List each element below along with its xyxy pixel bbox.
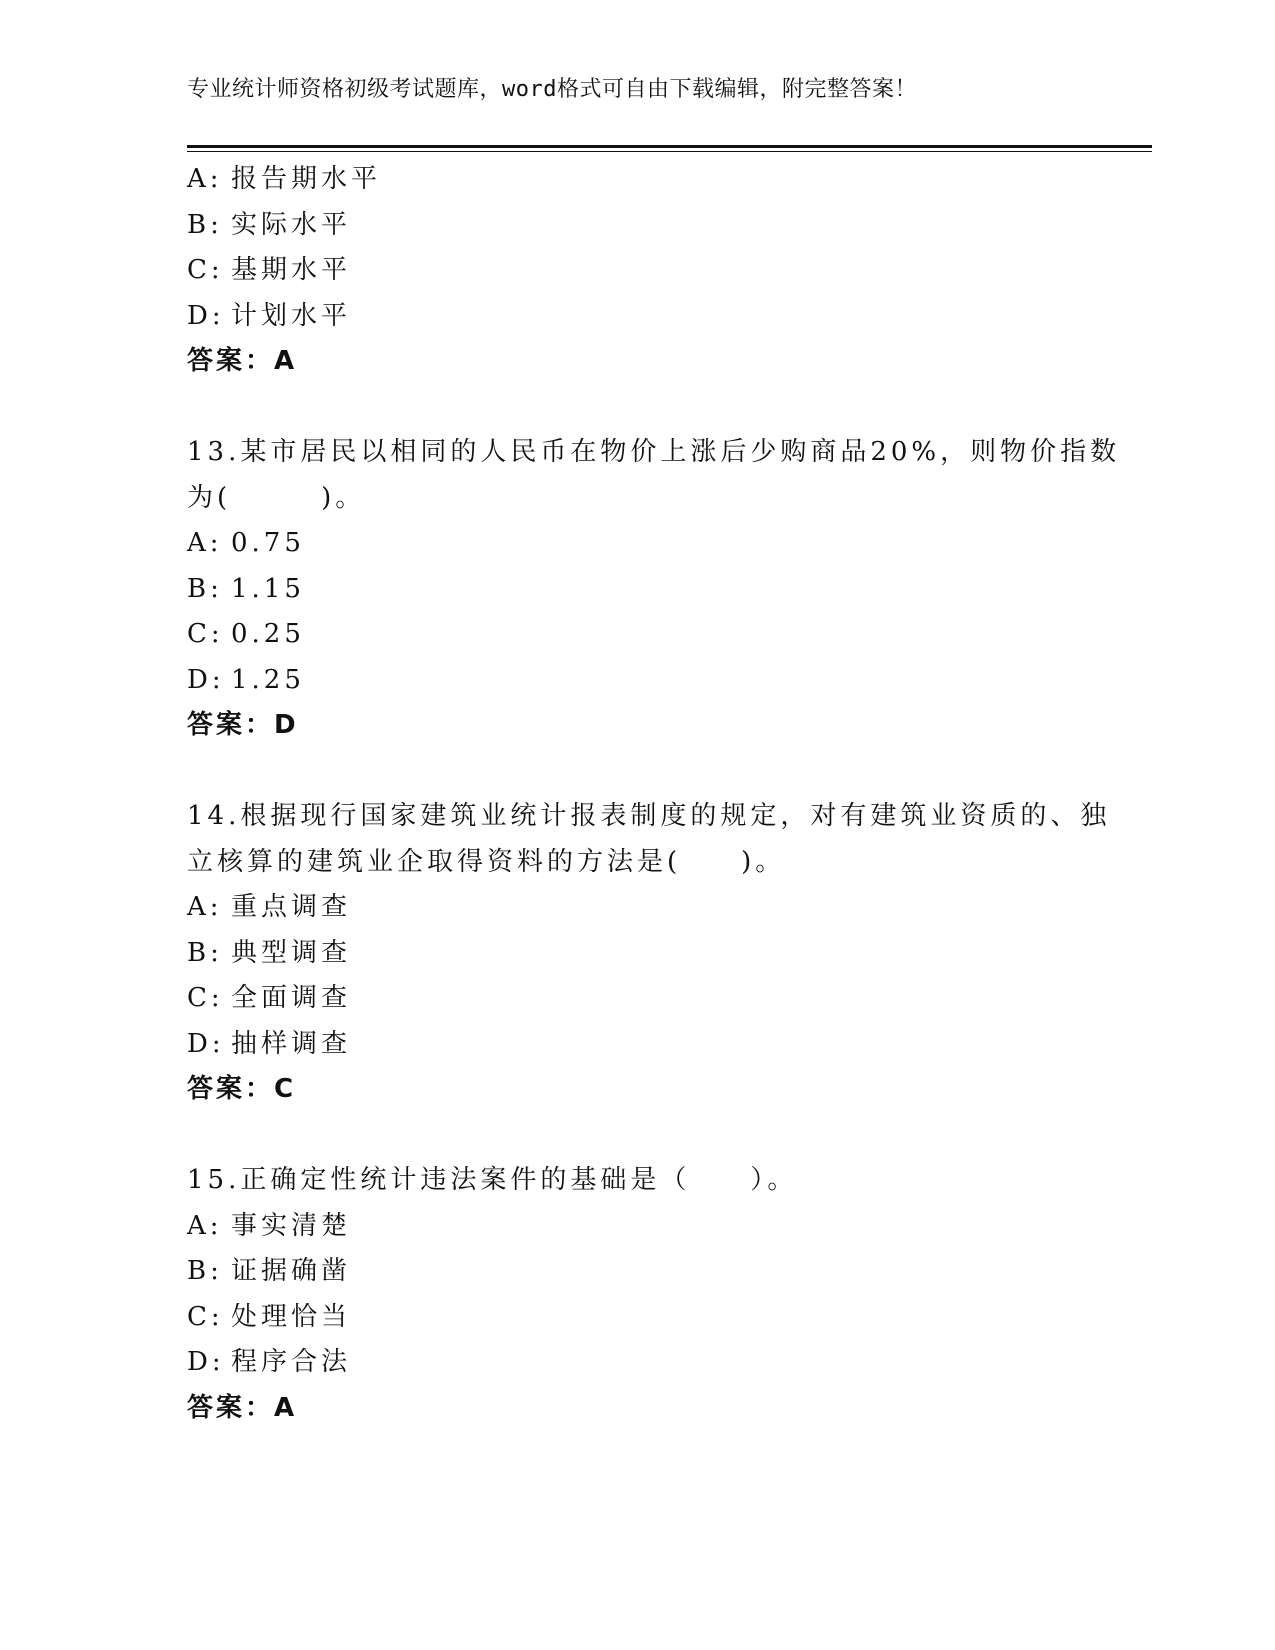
option-label: B: bbox=[187, 573, 223, 604]
option-label: D: bbox=[187, 664, 225, 695]
header-rule-thick bbox=[187, 145, 1152, 148]
option-text: 0.75 bbox=[231, 528, 305, 558]
option-text: 程序合法 bbox=[231, 1347, 352, 1377]
option-label: D: bbox=[187, 300, 225, 331]
option-item bbox=[187, 521, 1087, 567]
block-spacer bbox=[187, 385, 1087, 431]
option-text: 全面调查 bbox=[231, 983, 352, 1013]
option-item bbox=[187, 1340, 1087, 1386]
option-text: 证据确凿 bbox=[231, 1256, 352, 1286]
option-item bbox=[187, 1022, 1087, 1068]
question-text-line: 14.根据现行国家建筑业统计报表制度的规定，对有建筑业资质的、独 bbox=[187, 801, 1111, 831]
option-text: 1.25 bbox=[231, 664, 305, 695]
option-item bbox=[187, 248, 1087, 294]
option-text: 处理恰当 bbox=[231, 1301, 352, 1332]
option-label: B: bbox=[187, 209, 223, 240]
option-label: A: bbox=[187, 892, 223, 922]
option-label: C: bbox=[187, 1301, 224, 1332]
option-item bbox=[187, 1295, 1087, 1341]
question-block bbox=[187, 749, 1111, 1113]
question-block bbox=[187, 1113, 1087, 1432]
option-label: A: bbox=[187, 1210, 223, 1241]
option-text: 报告期水平 bbox=[231, 164, 382, 194]
header-rule-thin bbox=[187, 151, 1152, 152]
option-item bbox=[187, 612, 1087, 658]
option-label: D: bbox=[187, 1347, 225, 1377]
option-item bbox=[187, 157, 1087, 203]
question-text-line: 立核算的建筑业企取得资料的方法是( )。 bbox=[187, 846, 786, 877]
answer-line: 答案：A bbox=[187, 346, 298, 376]
option-label: B: bbox=[187, 937, 223, 968]
question-text-line: 15.正确定性统计违法案件的基础是（ ）。 bbox=[187, 1165, 798, 1195]
option-item bbox=[187, 931, 1087, 977]
option-text: 计划水平 bbox=[231, 300, 352, 331]
option-label: A: bbox=[187, 528, 223, 558]
option-text: 实际水平 bbox=[231, 209, 352, 240]
option-item bbox=[187, 976, 1087, 1022]
answer-line: 答案：D bbox=[187, 710, 299, 740]
option-text: 典型调查 bbox=[231, 937, 352, 968]
option-text: 抽样调查 bbox=[231, 1028, 352, 1059]
option-item bbox=[187, 1204, 1087, 1250]
answer-line: 答案：C bbox=[187, 1074, 297, 1104]
block-spacer bbox=[187, 1113, 1087, 1159]
block-spacer bbox=[187, 749, 1087, 795]
question-block bbox=[187, 157, 1087, 385]
option-label: C: bbox=[187, 255, 224, 285]
option-item bbox=[187, 203, 1087, 249]
page-header: 专业统计师资格初级考试题库，word格式可自由下载编辑，附完整答案！ bbox=[187, 77, 917, 102]
question-block bbox=[187, 385, 1121, 749]
option-item bbox=[187, 567, 1087, 613]
question-text-line: 为( )。 bbox=[187, 482, 366, 513]
option-label: C: bbox=[187, 983, 224, 1013]
option-text: 重点调查 bbox=[231, 892, 352, 922]
option-text: 基期水平 bbox=[231, 255, 352, 285]
option-item bbox=[187, 658, 1087, 704]
option-label: B: bbox=[187, 1256, 223, 1286]
option-item bbox=[187, 1249, 1087, 1295]
option-label: A: bbox=[187, 164, 223, 194]
option-item bbox=[187, 294, 1087, 340]
option-item bbox=[187, 885, 1087, 931]
option-label: C: bbox=[187, 619, 224, 649]
option-text: 事实清楚 bbox=[231, 1210, 352, 1241]
option-label: D: bbox=[187, 1028, 225, 1059]
question-list bbox=[187, 157, 1121, 1431]
answer-line: 答案：A bbox=[187, 1392, 298, 1423]
option-text: 0.25 bbox=[231, 619, 305, 649]
question-text-line: 13.某市居民以相同的人民币在物价上涨后少购商品20%，则物价指数 bbox=[187, 437, 1121, 467]
option-text: 1.15 bbox=[231, 573, 305, 604]
